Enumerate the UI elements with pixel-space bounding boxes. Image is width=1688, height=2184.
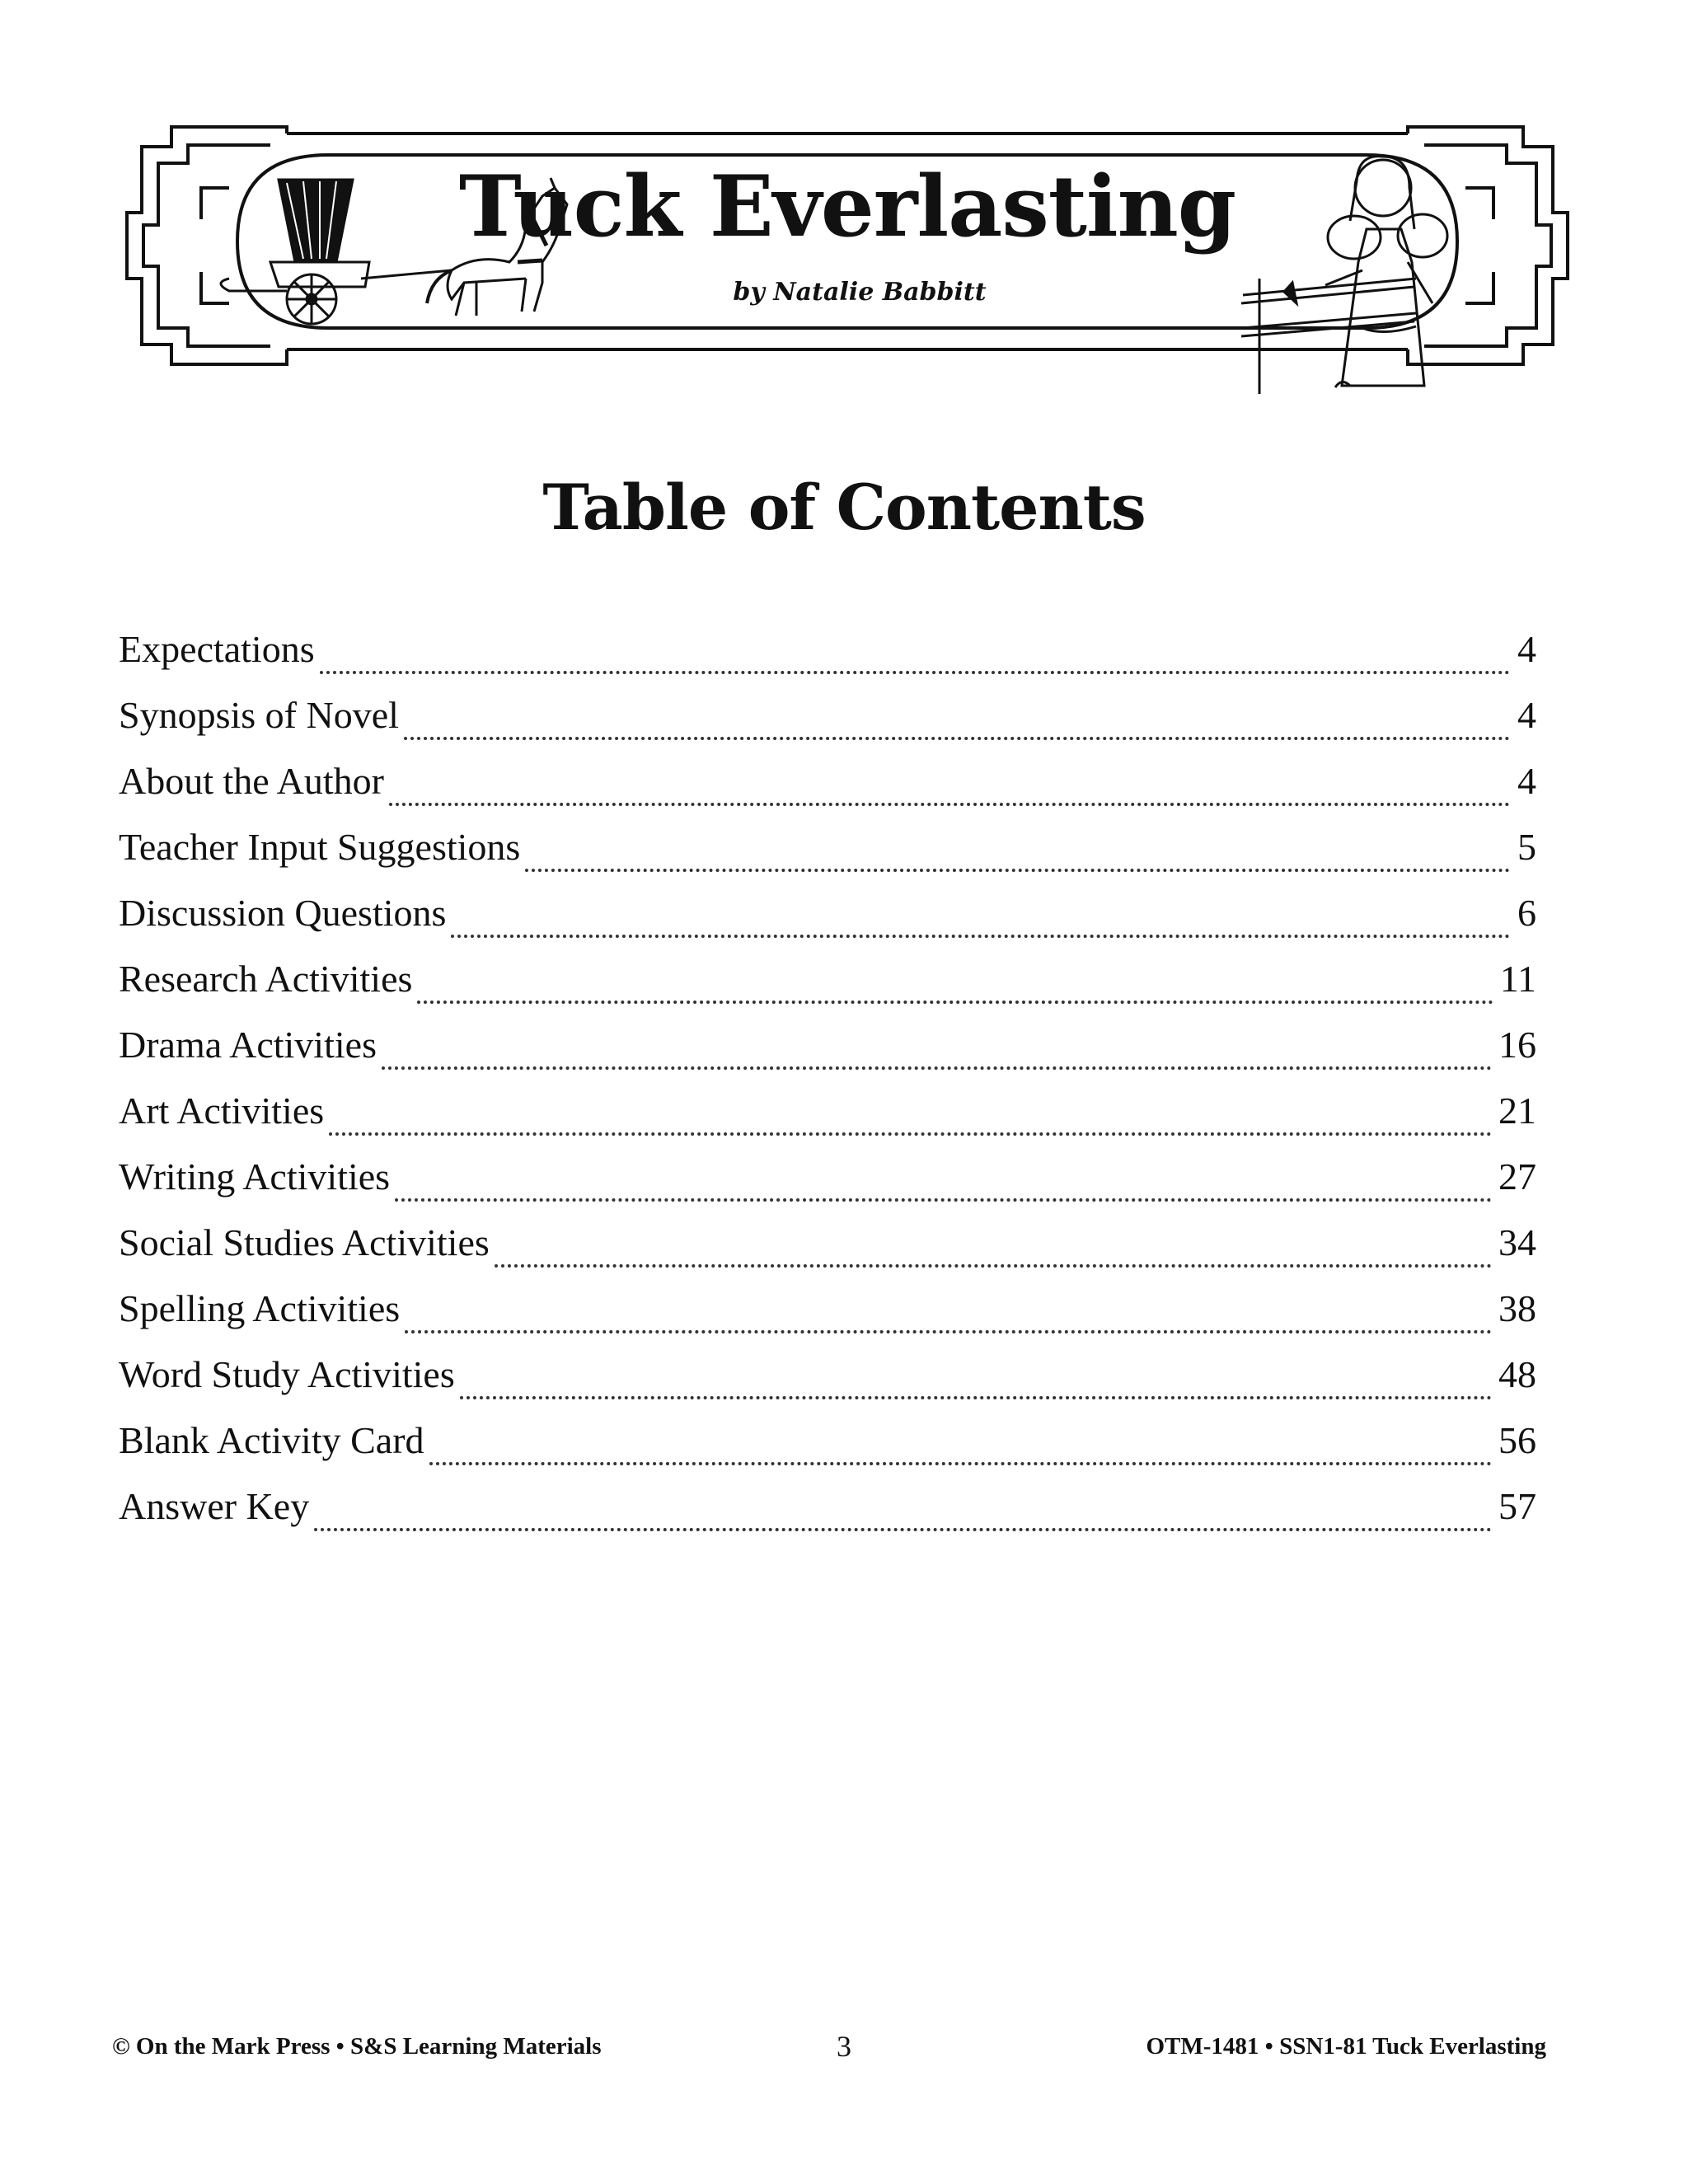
toc-entry-page: 38 [1498,1287,1536,1329]
page-footer [0,2026,1688,2067]
toc-entry [119,748,1536,814]
toc-entry-title: Spelling Activities [119,1287,401,1329]
toc-entry [119,1078,1536,1144]
toc-entry-title: Synopsis of Novel [119,694,399,736]
book-author-byline: by Natalie Babbitt [733,278,987,307]
girl-at-fence-icon [1218,138,1523,394]
dot-leader [389,803,1510,806]
toc-entry-page: 5 [1517,826,1536,868]
toc-entry [119,1210,1536,1276]
toc-entry-title: Writing Activities [119,1155,391,1197]
toc-entry [119,682,1536,748]
toc-entry-title: Research Activities [119,958,413,1000]
product-code: OTM-1481 • SSN1-81 Tuck Everlasting [1146,2033,1546,2060]
toc-entry-title: Answer Key [119,1485,310,1527]
toc-entry-page: 4 [1517,694,1536,736]
toc-entry-page: 11 [1499,958,1536,1000]
dot-leader [404,737,1510,740]
toc-entry [119,1474,1536,1540]
toc-entry-page: 27 [1498,1155,1536,1197]
toc-entry-page: 21 [1498,1090,1536,1132]
toc-entry-title: Teacher Input Suggestions [119,826,521,868]
toc-entry-title: Art Activities [119,1090,325,1132]
dot-leader [429,1462,1492,1465]
toc-entry [119,1276,1536,1342]
toc-entry [119,1408,1536,1474]
toc-entry-page: 4 [1517,628,1536,670]
toc-entry [119,946,1536,1012]
book-title: Tuck Everlasting [458,157,1236,256]
toc-heading: Table of Contents [542,471,1146,544]
toc-entry [119,1144,1536,1210]
dot-leader [320,671,1510,674]
toc-entry-title: Blank Activity Card [119,1419,424,1461]
toc-entry-title: About the Author [119,760,384,802]
toc-entry-page: 57 [1498,1485,1536,1527]
toc-entry-page: 4 [1517,760,1536,802]
toc-entry [119,1342,1536,1408]
toc-entry-title: Expectations [119,628,315,670]
dot-leader [451,935,1510,938]
toc-entry-page: 48 [1498,1353,1536,1395]
dot-leader [314,1528,1492,1531]
toc-list [119,616,1536,1540]
dot-leader [405,1330,1492,1333]
dot-leader [525,869,1510,872]
dot-leader [382,1066,1492,1070]
publisher-credit: © On the Mark Press • S&S Learning Materials [112,2033,602,2060]
toc-entry [119,616,1536,682]
page-number: 3 [837,2030,851,2063]
toc-entry-page: 6 [1517,892,1536,934]
dot-leader [460,1396,1492,1399]
toc-entry-title: Social Studies Activities [119,1221,490,1263]
toc-entry-page: 56 [1498,1419,1536,1461]
dot-leader [495,1264,1492,1268]
title-banner [122,122,1573,369]
toc-entry-title: Drama Activities [119,1024,377,1066]
toc-entry-page: 34 [1498,1221,1536,1263]
dot-leader [417,1001,1493,1004]
dot-leader [395,1198,1492,1202]
toc-entry-title: Word Study Activities [119,1353,455,1395]
dot-leader [329,1132,1492,1136]
toc-entry [119,814,1536,880]
toc-entry [119,1012,1536,1078]
toc-entry [119,880,1536,946]
toc-entry-title: Discussion Questions [119,892,447,934]
toc-entry-page: 16 [1498,1024,1536,1066]
